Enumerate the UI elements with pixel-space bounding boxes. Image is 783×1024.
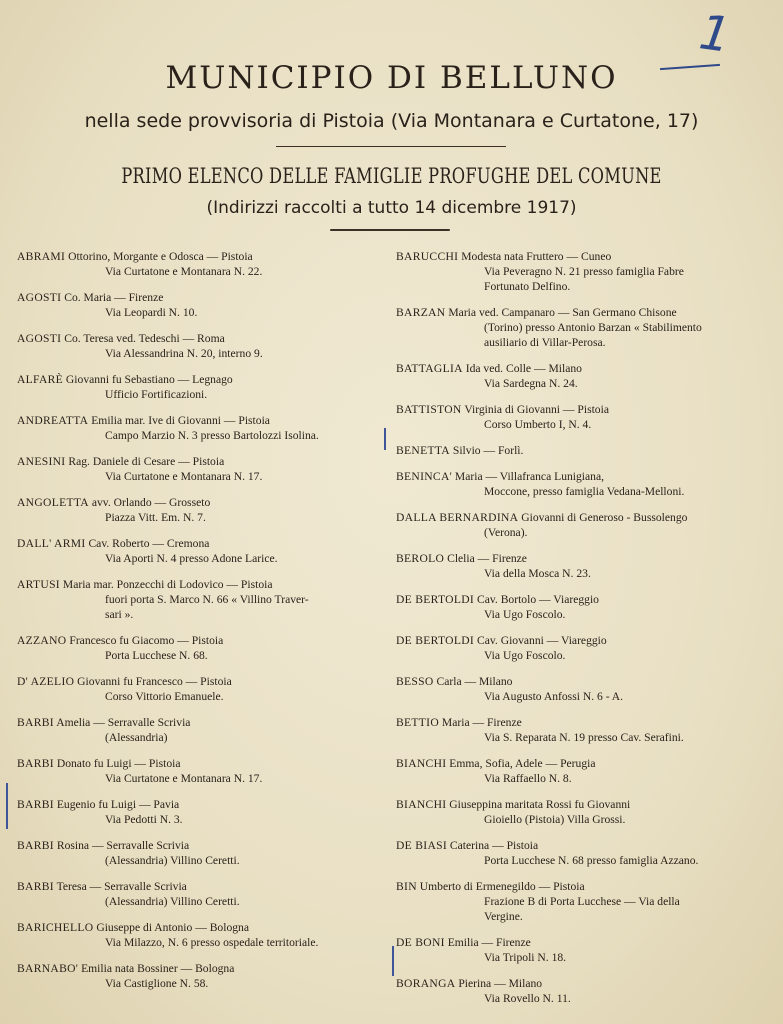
family-entry <box>17 797 389 827</box>
entry-address-line: (Alessandria) Villino Ceretti. <box>105 854 240 867</box>
entry-name-line <box>17 961 389 976</box>
entry-address-line: Via Ugo Foscolo. <box>484 608 566 621</box>
entry-name-line <box>396 402 768 417</box>
entry-details: Donato fu Luigi — Pistoia <box>53 757 181 770</box>
family-entry <box>396 879 768 924</box>
entry-name-line <box>17 290 389 305</box>
family-entry <box>396 551 768 581</box>
entry-details: Rosina — Serravalle Scrivia <box>53 839 190 852</box>
entry-address-line: Via Ugo Foscolo. <box>484 649 566 662</box>
family-entry <box>17 331 389 361</box>
entry-address-line: Vergine. <box>484 910 523 923</box>
entry-surname: BIN <box>396 880 417 893</box>
margin-mark <box>384 428 386 450</box>
entry-name-line <box>396 797 768 812</box>
entry-surname: DE BERTOLDI <box>396 634 475 647</box>
entry-name-line <box>17 879 389 894</box>
header-divider <box>276 146 506 147</box>
entry-details: Giovanni fu Francesco — Pistoia <box>74 675 232 688</box>
entry-surname: ALFARÈ <box>17 373 64 386</box>
entry-address-line: Via Pedotti N. 3. <box>105 813 183 826</box>
entry-address-line: (Alessandria) <box>105 731 168 744</box>
family-entry <box>396 976 768 1006</box>
entry-details: Maria — Villafranca Lunigiana, <box>452 470 605 483</box>
entry-name-line <box>17 454 389 469</box>
entry-address-line: Via Curtatone e Montanara N. 17. <box>105 470 263 483</box>
entry-details: Ottorino, Morgante e Odosca — Pistoia <box>65 250 253 263</box>
entry-surname: DALL' ARMI <box>17 537 86 550</box>
entry-details: Maria — Firenze <box>439 716 522 729</box>
entry-name-line <box>17 838 389 853</box>
entry-details: Rag. Daniele di Cesare — Pistoia <box>65 455 225 468</box>
entry-details: Maria ved. Campanaro — San Germano Chisone <box>445 306 677 319</box>
entry-details: Emilia mar. Ive di Giovanni — Pistoia <box>88 414 270 427</box>
family-entry <box>396 361 768 391</box>
family-entry <box>396 633 768 663</box>
entry-name-line <box>17 331 389 346</box>
entry-address-line: Fortunato Delfino. <box>484 280 571 293</box>
entry-surname: ANDREATTA <box>17 414 89 427</box>
entry-surname: D' AZELIO <box>17 675 75 688</box>
entry-name-line <box>396 551 768 566</box>
family-entry <box>396 715 768 745</box>
entry-details: Cav. Giovanni — Viareggio <box>474 634 607 647</box>
entry-details: avv. Orlando — Grosseto <box>88 496 211 509</box>
entry-surname: BATTISTON <box>396 403 462 416</box>
entry-surname: BARZAN <box>396 306 446 319</box>
family-entry <box>17 249 389 279</box>
family-entry <box>396 935 768 965</box>
entry-surname: BATTAGLIA <box>396 362 463 375</box>
family-entry <box>396 249 768 294</box>
entry-surname: BARBI <box>17 716 54 729</box>
entry-address-line: Via della Mosca N. 23. <box>484 567 591 580</box>
entry-details: Clelia — Firenze <box>444 552 527 565</box>
family-entry <box>396 674 768 704</box>
entry-address-line: Porta Lucchese N. 68 presso famiglia Azzano. <box>484 854 699 867</box>
list-date-note: (Indirizzi raccolti a tutto 14 dicembre 1917) <box>206 198 577 218</box>
entry-address-line: Corso Umberto I, N. 4. <box>484 418 592 431</box>
entry-details: Ida ved. Colle — Milano <box>462 362 582 375</box>
entry-address-line: (Torino) presso Antonio Barzan « Stabilimento <box>484 321 702 334</box>
entry-details: Emma, Sofia, Adele — Perugia <box>446 757 596 770</box>
family-entry <box>396 756 768 786</box>
entry-details: Umberto di Ermenegildo — Pistoia <box>416 880 585 893</box>
entry-name-line <box>17 920 389 935</box>
left-column <box>17 249 389 1002</box>
family-entry <box>17 715 389 745</box>
entry-details: Caterina — Pistoia <box>447 839 539 852</box>
entry-details: Silvio — Forlì. <box>449 444 524 457</box>
family-entry <box>17 413 389 443</box>
entry-address-line: Via Alessandrina N. 20, interno 9. <box>105 347 263 360</box>
entry-name-line <box>396 674 768 689</box>
entry-surname: BARBI <box>17 798 54 811</box>
family-entry <box>17 961 389 991</box>
entry-address-line: (Verona). <box>484 526 528 539</box>
entry-details: Amelia — Serravalle Scrivia <box>53 716 191 729</box>
family-entry <box>17 879 389 909</box>
entry-name-line <box>396 633 768 648</box>
entry-details: Giovanni di Generoso - Bussolengo <box>518 511 688 524</box>
entry-name-line <box>17 577 389 592</box>
entry-address-line: Corso Vittorio Emanuele. <box>105 690 224 703</box>
family-entry <box>17 495 389 525</box>
right-column <box>396 249 768 1017</box>
entry-surname: BARBI <box>17 757 54 770</box>
entry-name-line <box>396 305 768 320</box>
entry-surname: BETTIO <box>396 716 440 729</box>
family-entry <box>17 920 389 950</box>
entry-address-line: Frazione B di Porta Lucchese — Via della <box>484 895 680 908</box>
entry-details: Giuseppina maritata Rossi fu Giovanni <box>446 798 631 811</box>
entry-name-line <box>17 674 389 689</box>
entry-details: Emilia nata Bossiner — Bologna <box>78 962 235 975</box>
entry-surname: BARNABO' <box>17 962 79 975</box>
family-entry <box>17 372 389 402</box>
entry-address-line: (Alessandria) Villino Ceretti. <box>105 895 240 908</box>
family-entry <box>17 756 389 786</box>
entry-surname: AGOSTI <box>17 332 62 345</box>
family-entry <box>17 633 389 663</box>
family-entry <box>17 290 389 320</box>
margin-mark <box>392 946 394 976</box>
family-entry <box>17 674 389 704</box>
entry-name-line <box>396 838 768 853</box>
entry-surname: BIANCHI <box>396 798 447 811</box>
entry-name-line <box>17 249 389 264</box>
entry-address-line: Via Curtatone e Montanara N. 22. <box>105 265 263 278</box>
entry-name-line <box>396 715 768 730</box>
entry-details: Teresa — Serravalle Scrivia <box>53 880 187 893</box>
entry-address-line: fuori porta S. Marco N. 66 « Villino Traver- <box>105 593 309 606</box>
entry-surname: DE BIASI <box>396 839 448 852</box>
entry-address-line: Via Aporti N. 4 presso Adone Larice. <box>105 552 278 565</box>
entry-details: Modesta nata Fruttero — Cuneo <box>458 250 612 263</box>
entry-details: Francesco fu Giacomo — Pistoia <box>66 634 224 647</box>
family-entry <box>396 797 768 827</box>
entry-address-line: Via Rovello N. 11. <box>484 992 571 1005</box>
entry-address-line: Moccone, presso famiglia Vedana-Melloni. <box>484 485 685 498</box>
entry-surname: BENETTA <box>396 444 450 457</box>
entry-address-line: Via Peveragno N. 21 presso famiglia Fabre <box>484 265 684 278</box>
entry-address-line: Piazza Vitt. Em. N. 7. <box>105 511 206 524</box>
document-subtitle: nella sede provvisoria di Pistoia (Via Montanara e Curtatone, 17) <box>84 110 699 132</box>
entry-surname: DALLA BERNARDINA <box>396 511 519 524</box>
entry-details: Co. Maria — Firenze <box>61 291 164 304</box>
entry-details: Eugenio fu Luigi — Pavia <box>53 798 180 811</box>
entry-name-line <box>396 249 768 264</box>
entry-address-line: Via Curtatone e Montanara N. 17. <box>105 772 263 785</box>
entry-surname: ARTUSI <box>17 578 60 591</box>
entry-surname: BESSO <box>396 675 434 688</box>
entry-name-line <box>396 976 768 991</box>
family-entry <box>17 838 389 868</box>
entry-details: Pierina — Milano <box>455 977 543 990</box>
entry-surname: BARICHELLO <box>17 921 94 934</box>
entry-address-line: Gioiello (Pistoia) Villa Grossi. <box>484 813 626 826</box>
entry-name-line <box>17 372 389 387</box>
entry-name-line <box>396 510 768 525</box>
entry-name-line <box>17 413 389 428</box>
entry-name-line <box>396 879 768 894</box>
entry-details: Cav. Roberto — Cremona <box>85 537 210 550</box>
entry-address-line: Via Raffaello N. 8. <box>484 772 572 785</box>
entry-address-line: Ufficio Fortificazioni. <box>105 388 208 401</box>
entry-address-line: ausiliario di Villar-Perosa. <box>484 336 606 349</box>
family-entry <box>17 454 389 484</box>
entry-surname: ANESINI <box>17 455 66 468</box>
entry-name-line <box>396 443 768 458</box>
entry-surname: ANGOLETTA <box>17 496 89 509</box>
entry-surname: AGOSTI <box>17 291 62 304</box>
family-entry <box>396 592 768 622</box>
entry-details: Co. Teresa ved. Tedeschi — Roma <box>61 332 225 345</box>
entry-address-line: sari ». <box>105 608 134 621</box>
entry-surname: BORANGA <box>396 977 456 990</box>
entry-surname: AZZANO <box>17 634 67 647</box>
entry-details: Cav. Bortolo — Viareggio <box>474 593 599 606</box>
family-entry <box>396 443 768 458</box>
entry-address-line: Via S. Reparata N. 19 presso Cav. Serafini. <box>484 731 684 744</box>
entry-name-line <box>396 592 768 607</box>
entry-name-line <box>17 715 389 730</box>
entry-name-line <box>396 935 768 950</box>
family-entry <box>396 469 768 499</box>
family-entry <box>396 402 768 432</box>
entry-details: Giuseppe di Antonio — Bologna <box>93 921 249 934</box>
entry-surname: DE BONI <box>396 936 445 949</box>
entry-address-line: Via Tripoli N. 18. <box>484 951 567 964</box>
entry-details: Virginia di Giovanni — Pistoia <box>461 403 609 416</box>
entry-surname: DE BERTOLDI <box>396 593 475 606</box>
entry-address-line: Via Augusto Anfossi N. 6 - A. <box>484 690 624 703</box>
family-entry <box>17 577 389 622</box>
entry-name-line <box>17 756 389 771</box>
handwritten-page-number: 1 <box>695 4 735 64</box>
entry-details: Maria mar. Ponzecchi di Lodovico — Pistoia <box>59 578 273 591</box>
entry-name-line <box>17 536 389 551</box>
entry-address-line: Via Leopardi N. 10. <box>105 306 198 319</box>
entry-name-line <box>396 469 768 484</box>
entry-address-line: Via Milazzo, N. 6 presso ospedale territoriale. <box>105 936 319 949</box>
entry-surname: BENINCA' <box>396 470 453 483</box>
entry-surname: BIANCHI <box>396 757 447 770</box>
family-entry <box>396 305 768 350</box>
entry-address-line: Via Sardegna N. 24. <box>484 377 578 390</box>
entry-details: Carla — Milano <box>433 675 513 688</box>
family-entry <box>396 510 768 540</box>
document-title: MUNICIPIO DI BELLUNO <box>165 60 618 96</box>
entry-surname: ABRAMI <box>17 250 66 263</box>
entry-surname: BARBI <box>17 880 54 893</box>
family-entry <box>17 536 389 566</box>
margin-mark <box>6 783 8 829</box>
entry-name-line <box>396 756 768 771</box>
entry-details: Giovanni fu Sebastiano — Legnago <box>63 373 233 386</box>
entry-name-line <box>17 633 389 648</box>
entry-surname: BEROLO <box>396 552 445 565</box>
entry-name-line <box>17 495 389 510</box>
ornamental-divider <box>330 229 450 231</box>
family-entry <box>396 838 768 868</box>
entry-address-line: Via Castiglione N. 58. <box>105 977 209 990</box>
entry-name-line <box>17 797 389 812</box>
entry-surname: BARUCCHI <box>396 250 459 263</box>
entry-address-line: Porta Lucchese N. 68. <box>105 649 208 662</box>
entry-name-line <box>396 361 768 376</box>
entry-surname: BARBI <box>17 839 54 852</box>
list-heading: PRIMO ELENCO DELLE FAMIGLIE PROFUGHE DEL COMUNE <box>121 164 662 188</box>
entry-details: Emilia — Firenze <box>444 936 531 949</box>
entry-address-line: Campo Marzio N. 3 presso Bartolozzi Isolina. <box>105 429 319 442</box>
